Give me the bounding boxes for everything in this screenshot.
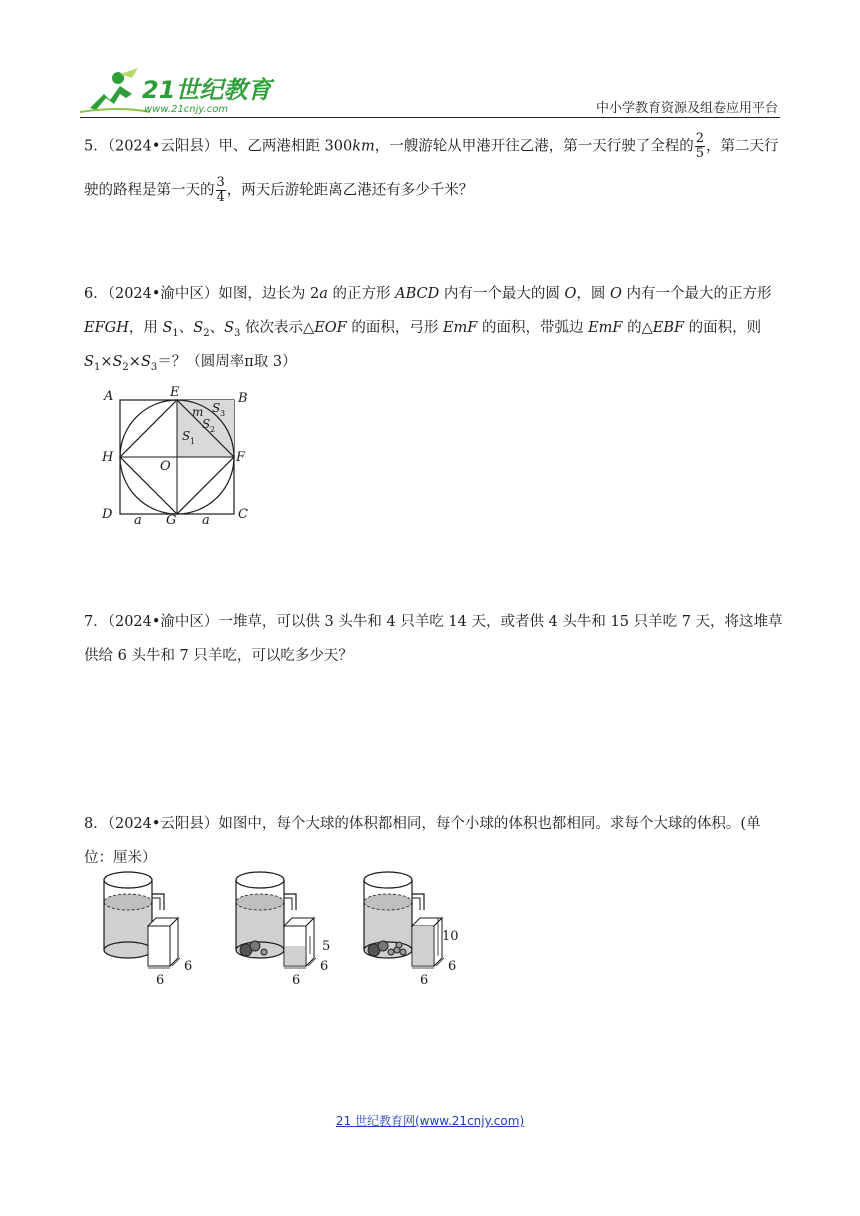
cup-3: [364, 872, 459, 988]
question-8-line2: 位：厘米）: [84, 850, 157, 866]
logo-url: www.21cnjy.com: [144, 104, 229, 115]
label-O: O: [160, 459, 171, 474]
cup3-height: 10: [442, 929, 459, 944]
cup1-depth: 6: [184, 959, 193, 974]
cup2-height: 5: [322, 939, 331, 954]
label-F: F: [236, 450, 246, 465]
label-S1: S: [182, 429, 191, 443]
label-C: C: [238, 507, 248, 522]
label-S2-sub: 2: [210, 425, 216, 434]
header-divider: [80, 117, 780, 118]
runner-icon: [80, 68, 150, 112]
fraction-2-5: $\frac{2}{5}$: [695, 131, 705, 161]
label-E: E: [170, 385, 180, 400]
label-S1-sub: 1: [190, 437, 196, 446]
cup-1: [104, 872, 192, 988]
cup3-width: 6: [420, 973, 429, 988]
label-a-right: a: [202, 513, 210, 528]
label-S3-sub: 3: [220, 409, 226, 418]
question-6-line2: EFGH，用 $S_1$、$S_2$、$S_3$ 依次表示△EOF 的面积，弓形 EmF 的面积，带弧边 EmF 的△EBF 的面积，则: [84, 320, 762, 339]
question-7: 7．（2024•渝中区）一堆草，可以供 3 头牛和 4 只羊吃 14 天，或者供 4 头牛和 15 只羊吃 7 天，将这堆草: [84, 614, 783, 630]
label-S2: S: [202, 417, 211, 431]
logo-text: 21世纪教育: [142, 76, 272, 104]
question-7-line2: 供给 6 头牛和 7 只羊吃，可以吃多少天？: [84, 648, 353, 664]
question-5: 5．（2024•云阳县）甲、乙两港相距 300km，一艘游轮从甲港开往乙港，第一天行驶了全程的 $\frac{2}{5}$ ，第二天行: [84, 131, 779, 161]
cup2-width: 6: [292, 973, 301, 988]
cup1-width: 6: [156, 973, 165, 988]
label-A: A: [104, 389, 114, 404]
label-S3: S: [212, 401, 221, 415]
question-8: 8．（2024•云阳县）如图中，每个大球的体积都相同，每个小球的体积也都相同。求每个大球的体积。(单: [84, 816, 761, 832]
cup-2: [236, 872, 330, 988]
fraction-3-4: $\frac{3}{4}$: [216, 175, 225, 205]
label-m: m: [192, 405, 204, 419]
question-6-line3: $S_1\times S_2\times S_3=$？（圆周率π取 3）: [84, 354, 297, 373]
cup-figures: [98, 870, 478, 994]
label-G: G: [166, 513, 177, 528]
logo: [80, 64, 272, 116]
platform-title: 中小学教育资源及组卷应用平台: [595, 101, 778, 116]
label-B: B: [238, 391, 248, 406]
square-circle-figure: [98, 384, 258, 534]
question-5-line2: 驶的路程是第一天的 $\frac{3}{4}$ ，两天后游轮距离乙港还有多少千米？: [84, 175, 474, 205]
cup2-depth: 6: [320, 959, 329, 974]
label-H: H: [102, 450, 114, 465]
footer-link[interactable]: 21 世纪教育网(www.21cnjy.com): [335, 1114, 525, 1128]
label-a-left: a: [134, 513, 142, 528]
cup3-depth: 6: [448, 959, 457, 974]
label-D: D: [102, 507, 113, 522]
question-6: 6．（2024•渝中区）如图，边长为 2a 的正方形 ABCD 内有一个最大的圆 O，圆 O 内有一个最大的正方形: [84, 286, 772, 302]
